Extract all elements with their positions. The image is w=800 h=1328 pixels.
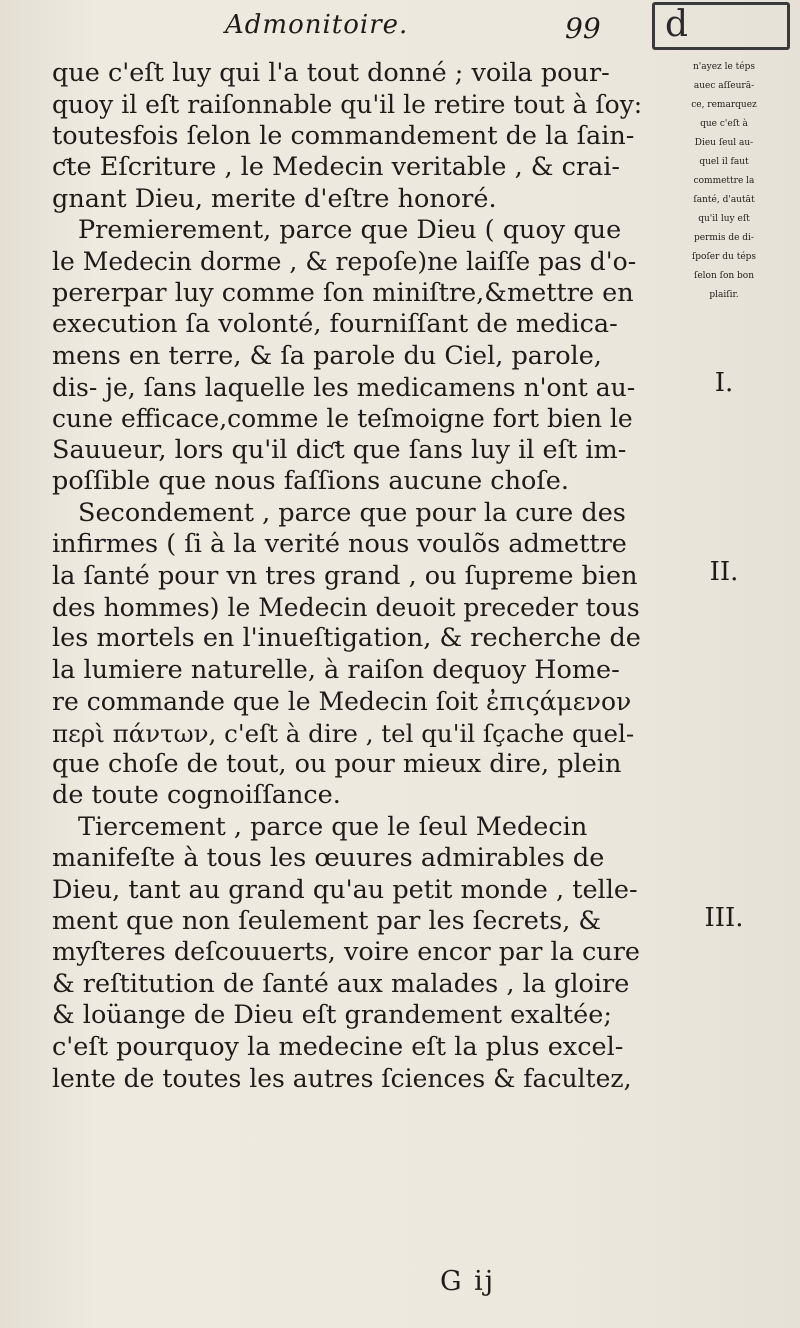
- margin-note-line: ſanté, d'autāt: [693, 195, 755, 205]
- text-line: gnant Dieu, merite d'eſtre honoré.: [52, 183, 497, 214]
- text-line: de toute cognoiſſance.: [52, 780, 341, 811]
- text-line: cune efficace,comme le teſmoigne fort bien le: [52, 404, 633, 434]
- margin-note-line: permis de di-: [694, 233, 754, 243]
- text-line: Dieu, tant au grand qu'au petit monde , telle-: [52, 874, 638, 905]
- text-line: des hommes) le Medecin deuoit preceder tous: [52, 592, 640, 622]
- text-line: ment que non ſeulement par les ſecrets, &: [52, 905, 602, 936]
- text-line: Premierement, parce que Dieu ( quoy que: [78, 215, 622, 246]
- margin-note-line: n'ayez le téps: [692, 62, 756, 72]
- margin-note-line: commettre la: [693, 176, 755, 186]
- main-text-block: [52, 58, 642, 1094]
- text-line: mens en terre, & ſa parole du Ciel, parole,: [52, 340, 602, 371]
- margin-note-line: plaiſir.: [709, 290, 739, 300]
- margin-note-line: que c'eſt à: [700, 119, 748, 129]
- margin-note-line: ſpoſer du téps: [691, 252, 757, 262]
- text-line: lente de toutes les autres ſciences & facultez,: [52, 1064, 632, 1093]
- text-line: dis- je, ſans laquelle les medicamens n'ont au-: [52, 373, 636, 403]
- text-line: les mortels en l'inueſtigation, & recherche de: [52, 623, 641, 654]
- text-line: Secondement , parce que pour la cure des: [78, 497, 626, 528]
- running-title: Admonitoire.: [225, 10, 409, 40]
- margin-note-line: Dieu ſeul au-: [694, 138, 754, 148]
- text-line: c'eſt pourquoy la medecine eſt la plus excel-: [52, 1031, 624, 1062]
- text-line: quoy il eſt raiſonnable qu'il le retire tout à ſoy:: [52, 90, 642, 120]
- text-line: infirmes ( ſi à la verité nous voulõs admettre: [52, 529, 627, 560]
- text-line: manifeſte à tous les œuures admirables de: [52, 843, 605, 874]
- library-stamp: [652, 2, 790, 50]
- margin-note: [650, 58, 798, 305]
- text-line: myſteres deſcouuerts, voire encor par la cure: [52, 937, 641, 968]
- text-line: pererpar luy comme ſon miniſtre,&mettre en: [52, 277, 634, 308]
- stamp-letters: d: [665, 4, 693, 45]
- text-line: la ſanté pour vn tres grand , ou ſupreme bien: [52, 560, 638, 591]
- text-line: que c'eſt luy qui l'a tout donné ; voila pour-: [52, 58, 610, 88]
- margin-note-line: ſelon ſon bon: [694, 271, 754, 281]
- margin-numeral-1: I.: [714, 368, 734, 398]
- text-line: Tiercement , parce que le ſeul Medecin: [78, 811, 588, 842]
- text-line: περὶ πάντων, c'eſt à dire , tel qu'il ſçache quel-: [52, 718, 635, 748]
- text-line: toutesfois ſelon le commandement de la ſain-: [52, 120, 635, 151]
- margin-note-line: ce, remarquez: [691, 100, 757, 110]
- text-line: ƈte Eſcriture , le Medecin veritable , & crai-: [52, 152, 621, 183]
- margin-numeral-2: II.: [709, 557, 739, 587]
- text-line: & loüange de Dieu eſt grandement exaltée;: [52, 1000, 612, 1031]
- margin-note-line: qu'il luy eſt: [698, 214, 750, 224]
- text-line: execution ſa volonté, fourniſſant de medica-: [52, 309, 618, 340]
- text-line: & reſtitution de ſanté aux malades , la gloire: [52, 968, 630, 999]
- text-line: le Medecin dorme , & repoſe)ne laiſſe pas d'o-: [52, 247, 637, 277]
- signature-mark: G ij: [440, 1266, 496, 1297]
- margin-note-line: quel il faut: [699, 157, 749, 167]
- text-line: poſſible que nous faſſions aucune choſe.: [52, 466, 569, 497]
- margin-note-line: auec aſſeurā-: [693, 81, 755, 91]
- text-line: que choſe de tout, ou pour mieux dire, plein: [52, 748, 622, 779]
- text-line: re commande que le Medecin ſoit ἐπιςάμενον: [52, 687, 632, 717]
- margin-numeral-3: III.: [704, 903, 744, 933]
- text-line: Sauueur, lors qu'il diƈt que ſans luy il eſt im-: [52, 434, 627, 465]
- text-line: la lumiere naturelle, à raiſon dequoy Home-: [52, 654, 620, 685]
- page-number: 99: [565, 12, 601, 45]
